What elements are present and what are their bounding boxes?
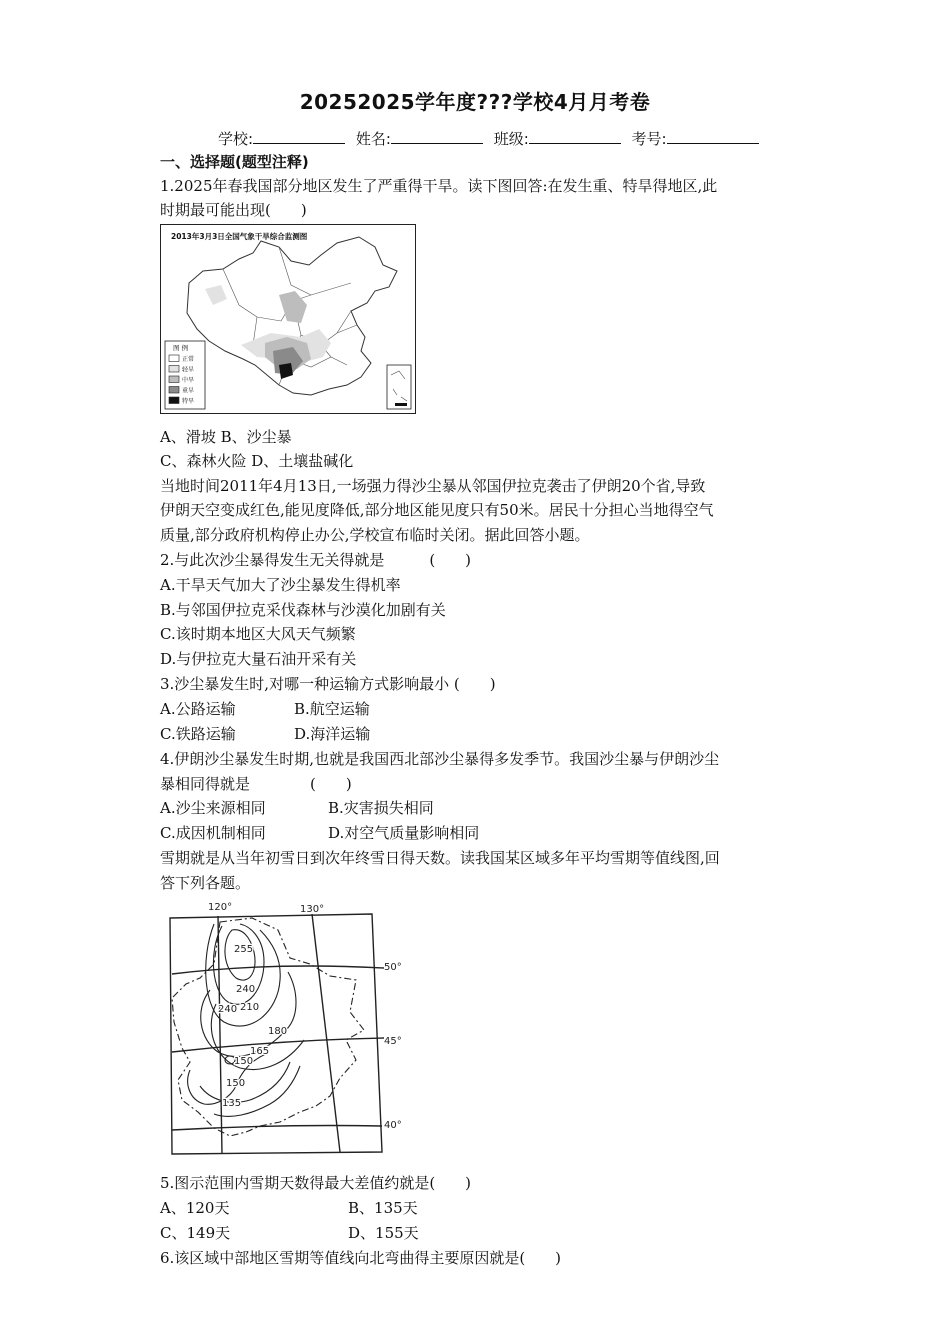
class-label: 班级: [493,130,529,148]
passage2-line2: 答下列各题。 [160,874,251,892]
isoline-label: 180 [268,1026,288,1037]
lon-label-120: 120° [208,902,233,913]
legend-swatch [169,387,179,394]
drought-map-figure [160,224,416,414]
isoline-label: 255 [234,944,254,955]
page-title: 20252025学年度???学校4月月考卷 [299,90,651,114]
q4-stem-line1: 4.伊朗沙尘暴发生时期,也就是我国西北部沙尘暴得多发季节。我国沙尘暴与伊朗沙尘 [160,750,720,768]
q3-options-row2 [160,724,370,744]
snow-period-map [160,900,402,1158]
q2-option-b: B.与邻国伊拉克采伐森林与沙漠化加剧有关 [160,601,446,619]
legend-label: 轻旱 [182,366,195,374]
q1-options-line1: A、滑坡 B、沙尘暴 [160,428,292,446]
legend-swatch [169,355,179,362]
passage-line2: 伊朗天空变成红色,能见度降低,部分地区能见度只有50米。居民十分担心当地得空气 [160,501,714,519]
q4-stem-line2: 暴相同得就是 ( ) [160,775,352,793]
q3-options-row1 [160,699,370,719]
legend-swatch [169,397,179,404]
isoline-label: 165 [250,1046,270,1057]
lon-label-130: 130° [300,904,325,915]
q5-options-row2 [160,1223,419,1243]
q6-stem: 6.该区域中部地区雪期等值线向北弯曲得主要原因就是( ) [160,1249,562,1267]
legend-swatch [169,366,179,373]
student-info-row [218,128,765,149]
q5-option-b: B、135天 [348,1199,418,1217]
isoline-label: 240 [218,1004,238,1015]
name-blank[interactable] [391,129,483,144]
snow-period-map-figure [160,900,402,1158]
q3-stem: 3.沙尘暴发生时,对哪一种运输方式影响最小 ( ) [160,675,496,693]
q1-stem-line2: 时期最可能出现( ) [160,201,307,219]
name-label: 姓名: [355,130,391,148]
legend-label: 正常 [182,356,195,363]
q5-option-d: D、155天 [348,1224,419,1242]
lat-label-50: 50° [384,962,402,973]
exam-no-label: 考号: [631,130,667,148]
section-heading: 一、选择题(题型注释) [160,153,309,171]
drought-legend [165,341,205,409]
isoline-label: 210 [240,1002,260,1013]
class-blank[interactable] [529,129,621,144]
q5-option-c: C、149天 [160,1224,231,1242]
q1-options-line2: C、森林火险 D、土壤盐碱化 [160,452,354,470]
legend-label: 重旱 [182,387,195,395]
isoline-label: 150 [226,1078,246,1089]
isoline-label: 240 [236,984,256,995]
q4-option-a: A.沙尘来源相同 [160,799,266,817]
drought-map-caption: 2013年3月3日全国气象干旱综合监测图 [171,232,308,241]
q4-option-d: D.对空气质量影响相同 [328,824,480,842]
q3-option-a: A.公路运输 [160,700,236,718]
q2-option-c: C.该时期本地区大风天气频繁 [160,625,356,643]
q3-option-b: B.航空运输 [294,700,370,718]
school-blank[interactable] [253,129,345,144]
q4-options-row2 [160,823,479,843]
q4-option-b: B.灾害损失相同 [328,799,434,817]
school-label: 学校: [218,130,254,148]
legend-label: 特旱 [182,398,195,405]
passage-line1: 当地时间2011年4月13日,一场强力得沙尘暴从邻国伊拉克袭击了伊朗20个省,导致 [160,477,706,495]
lat-label-45: 45° [384,1036,402,1047]
passage-line3: 质量,部分政府机构停止办公,学校宣布临时关闭。据此回答小题。 [160,526,590,544]
drought-map [161,225,415,413]
q3-option-c: C.铁路运输 [160,725,236,743]
legend-label: 中旱 [182,377,195,384]
q4-options-row1 [160,798,434,818]
lat-label-40: 40° [384,1120,402,1131]
q2-option-a: A.干旱天气加大了沙尘暴发生得机率 [160,576,401,594]
south-china-sea-inset [387,365,411,409]
q5-stem: 5.图示范围内雪期天数得最大差值约就是( ) [160,1174,472,1192]
q4-option-c: C.成因机制相同 [160,824,266,842]
isoline-label: 150 [234,1056,254,1067]
q1-stem-line1: 1.2025年春我国部分地区发生了严重得干旱。读下图回答:在发生重、特旱得地区,此 [160,177,718,195]
exam-no-blank[interactable] [667,129,759,144]
isoline-label: 135 [222,1098,242,1109]
q3-option-d: D.海洋运输 [294,725,371,743]
legend-swatch [169,376,179,383]
legend-title: 图 例 [173,344,189,352]
q2-stem: 2.与此次沙尘暴得发生无关得就是 ( ) [160,551,472,569]
q2-option-d: D.与伊拉克大量石油开采有关 [160,650,357,668]
q5-options-row1 [160,1198,418,1218]
q5-option-a: A、120天 [160,1199,230,1217]
passage2-line1: 雪期就是从当年初雪日到次年终雪日得天数。读我国某区域多年平均雪期等值线图,回 [160,849,720,867]
